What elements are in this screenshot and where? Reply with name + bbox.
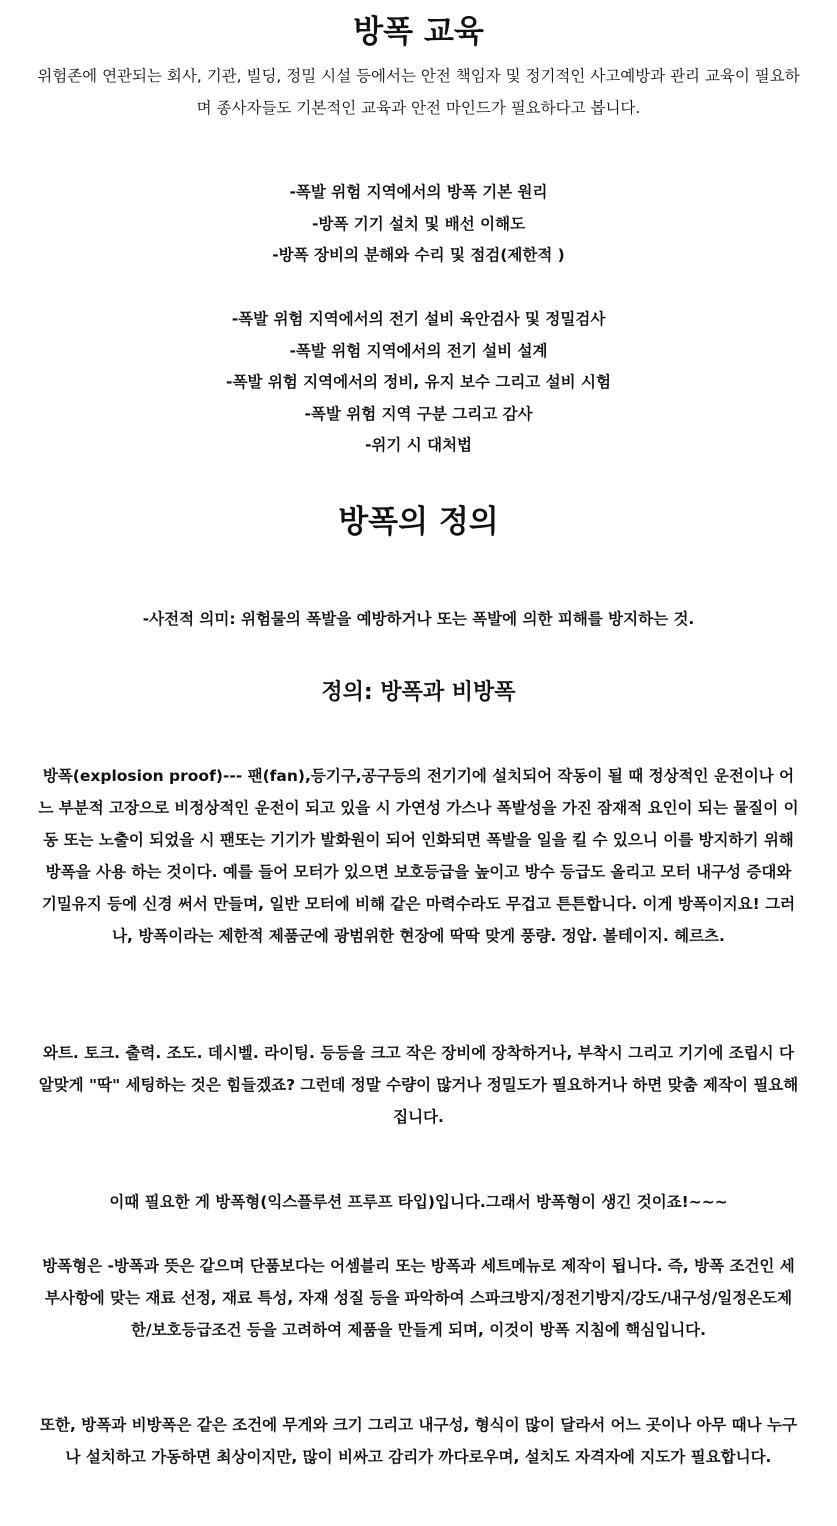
education-list-1 xyxy=(0,177,837,272)
paragraph-type-description: 방폭형은 -방폭과 뜻은 같으며 단품보다는 어셈블리 또는 방폭과 세트메뉴로 제작이 됩니다. 즉, 방폭 조건인 세부사항에 맞는 재료 선정, 재료 특성, 자재 성질 등을 파악하여 스파크방지/정전기방지/강도/내구성/일정온도제한/보호등급조건 등을 고려하여 제품을 만들게 되며, 이것이 방폭 지침에 핵심입니다. xyxy=(42,1257,795,1339)
subsection-title: 정의: 방폭과 비방폭 xyxy=(321,680,516,705)
list-item: -폭발 위험 지역에서의 정비, 유지 보수 그리고 설비 시험 xyxy=(226,373,611,391)
paragraph-explosion-proof: 방폭(explosion proof)--- 팬(fan),등기구,공구등의 전기기에 설치되어 작동이 될 때 정상적인 운전이나 어느 부분적 고장으로 비정상적인 운전이 되고 있을 시 가연성 가스나 폭발성을 가진 잠재적 요인이 되는 물질이 이동 또는 노출이 되었을 시 팬또는 기기가 발화원이 되어 인화되면 폭발을 일을 킬 수 있으니 이를 방지하기 위해 방폭을 사용 하는 것이다. 예를 들어 모터가 있으면 보호등급을 높이고 방수 등급도 올리고 모터 내구성 증대와 기밀유지 등에 신경 써서 만들며, 일반 모터에 비해 같은 마력수라도 무겁고 튼튼합니다. 이게 방폭이지요! 그러나, 방폭이라는 제한적 제품군에 광범위한 현장에 딱딱 맞게 풍량. 정압. 볼테이지. 헤르츠. xyxy=(38,767,799,945)
list-item: -방폭 장비의 분해와 수리 및 점검(제한적 ) xyxy=(272,246,565,264)
section-title-definition: 방폭의 정의 xyxy=(338,504,499,540)
list-item: -방폭 기기 설치 및 배선 이해도 xyxy=(311,214,526,233)
list-item: -위기 시 대처법 xyxy=(364,436,473,454)
paragraph-type: 이때 필요한 게 방폭형(익스플루션 프루프 타입)입니다.그래서 방폭형이 생긴 것이죠!~~~ xyxy=(109,1193,728,1211)
list-item: -폭발 위험 지역에서의 전기 설비 설계 xyxy=(289,341,548,360)
list-item: -폭발 위험 지역에서의 전기 설비 육안검사 및 정밀검사 xyxy=(231,310,606,328)
list-item: -폭발 위험 지역에서의 방폭 기본 원리 xyxy=(289,183,548,201)
intro-paragraph: 위험존에 연관되는 회사, 기관, 빌딩, 정밀 시설 등에서는 안전 책임자 및 정기적인 사고예방과 관리 교육이 필요하며 종사자들도 기본적인 교육과 안전 마인드가 필요하다고 봅니다. xyxy=(37,67,800,117)
list-item: -폭발 위험 지역 구분 그리고 감사 xyxy=(304,404,533,423)
paragraph-compare: 또한, 방폭과 비방폭은 같은 조건에 무게와 크기 그리고 내구성, 형식이 많이 달라서 어느 곳이나 아무 때나 누구나 설치하고 가동하면 최상이지만, 많이 비싸고 감리가 까다로우며, 설치도 자격자에 지도가 필요합니다. xyxy=(40,1416,797,1466)
page-title: 방폭 교육 xyxy=(353,14,484,50)
education-list-2 xyxy=(0,304,837,462)
paragraph-specs: 와트. 토크. 출력. 조도. 데시벨. 라이팅. 등등을 크고 작은 장비에 장착하거나, 부착시 그리고 기기에 조립시 다 알맞게 "딱" 세팅하는 것은 힘들겠죠? 그런데 정말 수량이 많거나 정밀도가 필요하거나 하면 맞춤 제작이 필요해집니다. xyxy=(38,1044,799,1126)
dictionary-meaning: -사전적 의미: 위험물의 폭발을 예방하거나 또는 폭발에 의한 피해를 방지하는 것. xyxy=(142,610,695,628)
